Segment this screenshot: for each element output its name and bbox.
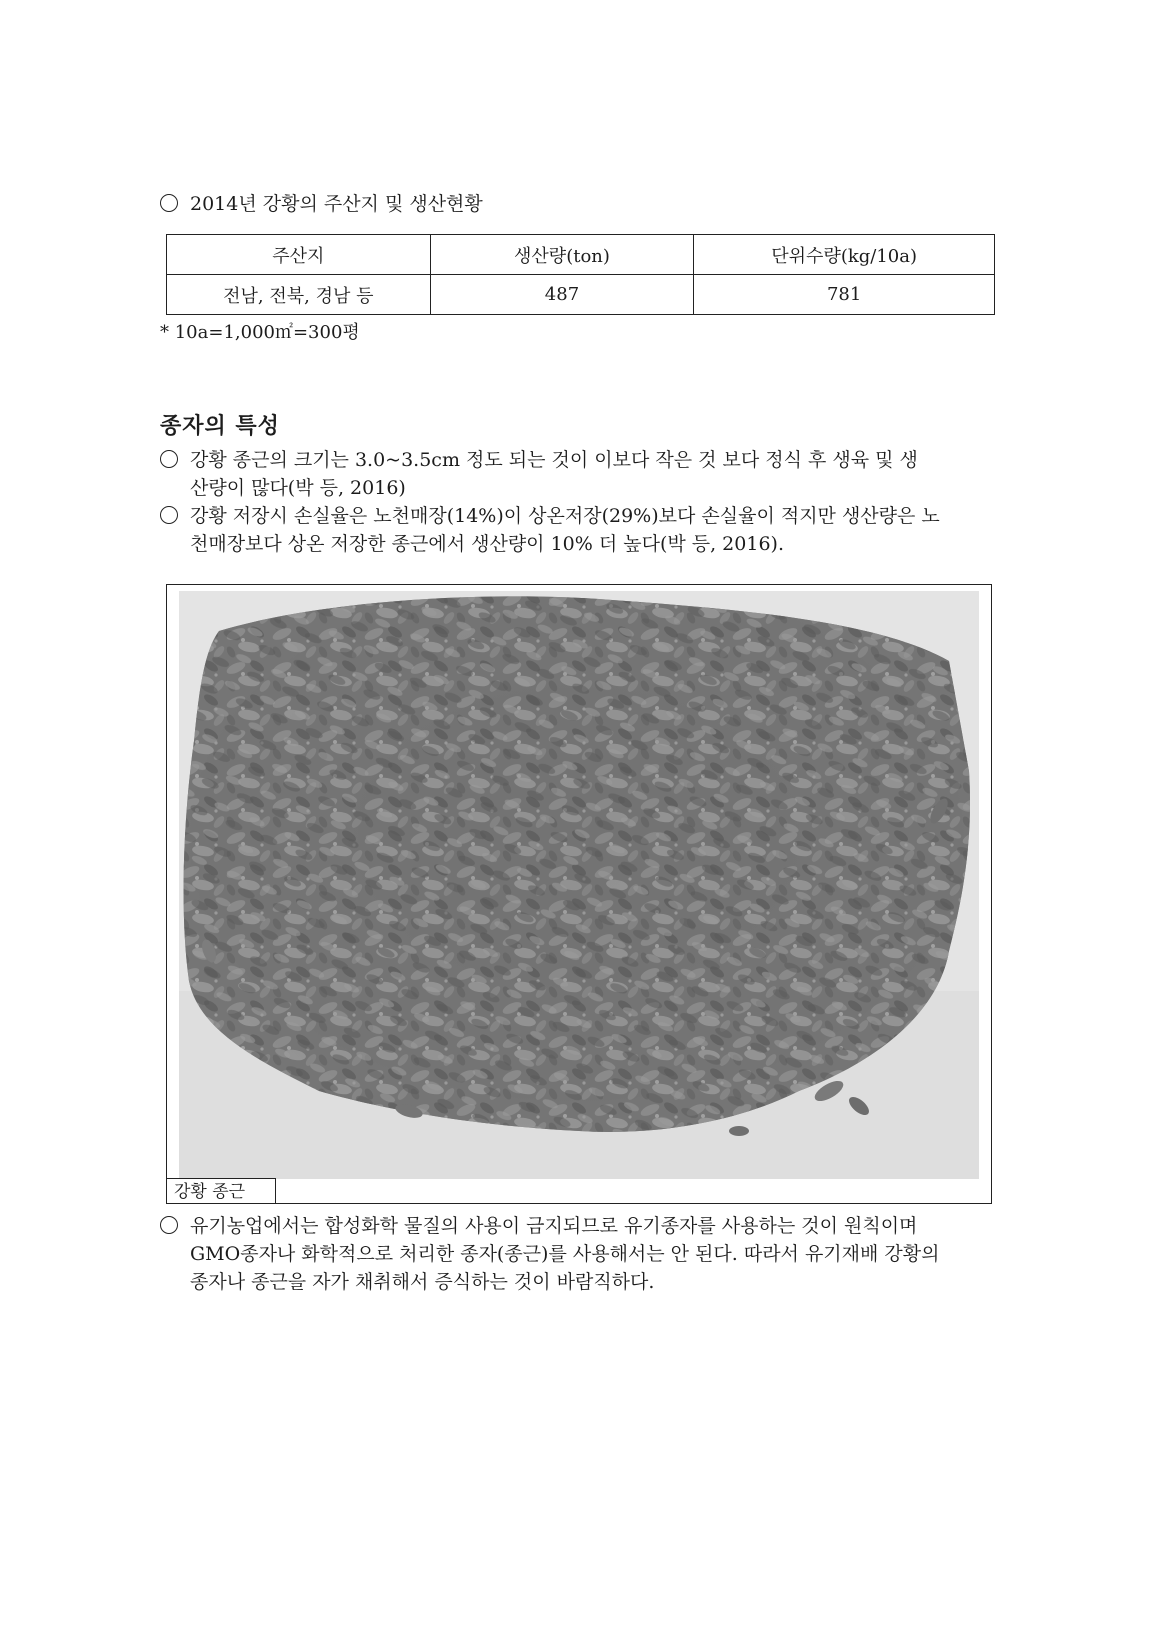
bullet3-line1: 유기농업에서는 합성화학 물질의 사용이 금지되므로 유기종자를 사용하는 것이 원칙이며 [190, 1215, 918, 1237]
bullet3-line2: GMO종자나 화학적으로 처리한 종자(종근)를 사용해서는 안 된다. 따라서 유기재배 강황의 [190, 1243, 940, 1265]
figure-frame [166, 584, 992, 1204]
unit-note: * 10a=1,000㎡=300평 [160, 322, 360, 343]
circle-bullet-icon [160, 506, 178, 524]
figure-caption: 강황 종근 [166, 1178, 276, 1204]
cell-yield: 781 [694, 275, 995, 315]
bullet-paragraph-2 [160, 502, 1000, 558]
cell-region: 전남, 전북, 경남 등 [167, 275, 431, 315]
table-row [167, 275, 995, 315]
bullet2-line2: 천매장보다 상온 저장한 종근에서 생산량이 10% 더 높다(박 등, 2016). [190, 533, 784, 555]
section1-title: 2014년 강황의 주산지 및 생산현황 [190, 193, 483, 215]
section2-heading: 종자의 특성 [160, 414, 280, 439]
bullet1-line1: 강황 종근의 크기는 3.0~3.5cm 정도 되는 것이 이보다 작은 것 보다 정식 후 생육 및 생 [190, 449, 918, 471]
table-header-row [167, 235, 995, 275]
circle-bullet-icon [160, 1216, 178, 1234]
circle-bullet-icon [160, 194, 178, 212]
circle-bullet-icon [160, 450, 178, 468]
bullet-paragraph-1 [160, 446, 1000, 502]
bullet2-line1: 강황 저장시 손실율은 노천매장(14%)이 상온저장(29%)보다 손실율이 적지만 생산량은 노 [190, 505, 940, 527]
bullet1-line2: 산량이 많다(박 등, 2016) [190, 477, 406, 499]
section1-title-line [160, 190, 483, 218]
turmeric-rhizome-photo [179, 591, 979, 1179]
header-production: 생산량(ton) [430, 235, 694, 275]
production-table [166, 234, 995, 315]
bullet-paragraph-3 [160, 1212, 1000, 1296]
bullet3-line3: 종자나 종근을 자가 채취해서 증식하는 것이 바람직하다. [190, 1271, 655, 1293]
header-yield: 단위수량(kg/10a) [694, 235, 995, 275]
header-region: 주산지 [167, 235, 431, 275]
cell-production: 487 [430, 275, 694, 315]
